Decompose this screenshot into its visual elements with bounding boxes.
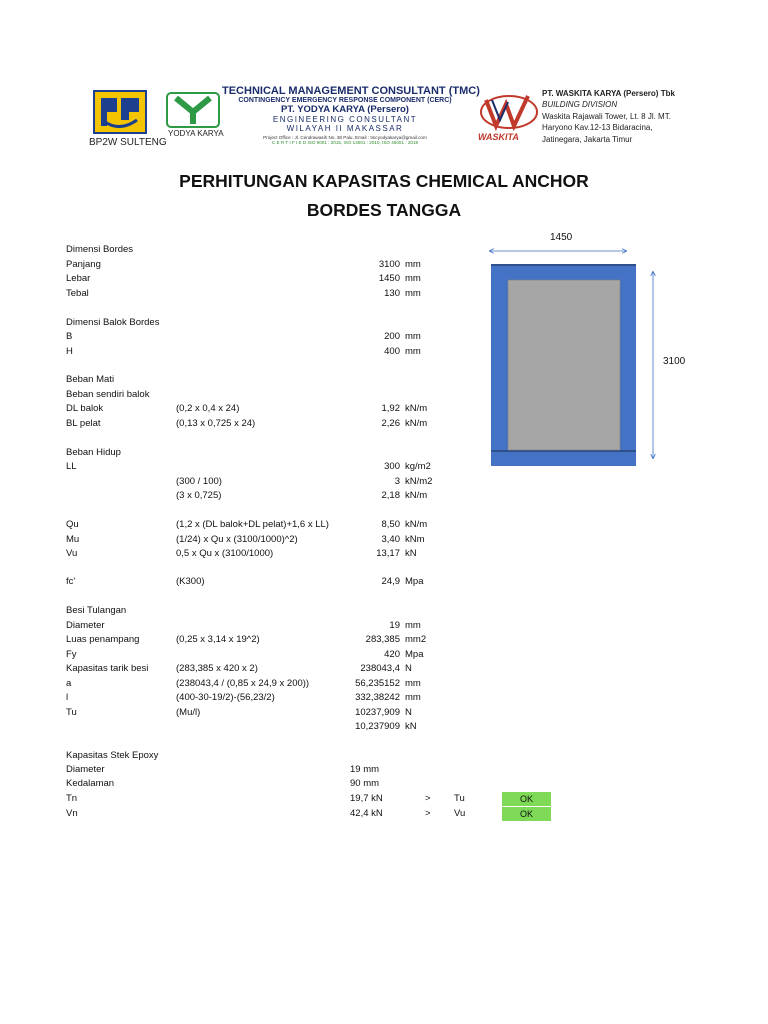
tmc-engineering: ENGINEERING CONSULTANT xyxy=(272,115,418,124)
row-unit: mm xyxy=(405,331,421,342)
tmc-address: Project Office : Jl. Cendrawasih No. 38 Palu, Email : tmcyodyakarya@gmail.com xyxy=(263,135,427,140)
row-unit: N xyxy=(405,663,412,674)
row-label: Fy xyxy=(66,649,77,660)
comparison-reference: Vu xyxy=(454,808,466,819)
row-formula: (1,2 x (DL balok+DL pelat)+1,6 x LL) xyxy=(176,519,329,530)
row-unit: kN xyxy=(405,548,417,559)
row-value: 24,9 xyxy=(381,576,400,587)
row-formula: (0,2 x 0,4 x 24) xyxy=(176,403,240,414)
row-formula: (300 / 100) xyxy=(176,476,222,487)
waskita-division: BUILDING DIVISION xyxy=(542,100,618,110)
row-formula: (K300) xyxy=(176,576,205,587)
waskita-address-1: Waskita Rajawali Tower, Lt. 8 Jl. MT. xyxy=(542,111,671,121)
document-title-line-1: PERHITUNGAN KAPASITAS CHEMICAL ANCHOR xyxy=(179,171,589,191)
row-value: 42,4 kN xyxy=(350,808,383,819)
row-value: 420 xyxy=(384,649,400,660)
row-unit: Mpa xyxy=(405,576,424,587)
row-unit: mm xyxy=(405,273,421,284)
row-formula: (238043,4 / (0,85 x 24,9 x 200)) xyxy=(176,678,310,689)
row-value: 400 xyxy=(384,346,400,357)
row-unit: kN/m2 xyxy=(405,476,433,487)
row-label: Tebal xyxy=(66,288,89,299)
row-formula: (3 x 0,725) xyxy=(176,490,222,501)
row-value: 283,385 xyxy=(365,634,400,645)
document-title-line-2: BORDES TANGGA xyxy=(306,200,462,220)
row-formula: (Mu/l) xyxy=(176,707,201,718)
row-value: 2,26 xyxy=(381,418,400,429)
waskita-name: PT. WASKITA KARYA (Persero) Tbk xyxy=(542,89,675,98)
row-value: 3100 xyxy=(378,259,400,270)
beam-top-edge xyxy=(491,264,636,266)
row-unit: kN/m xyxy=(405,490,428,501)
waskita-caption: WASKITA xyxy=(478,132,519,142)
row-unit: mm xyxy=(405,346,421,357)
row-label: B xyxy=(66,331,73,342)
row-value: 3,40 xyxy=(381,534,400,545)
row-value: 2,18 xyxy=(381,490,400,501)
row-formula: (400-30-19/2)-(56,23/2) xyxy=(176,692,275,703)
section-heading: Beban sendiri balok xyxy=(66,389,150,400)
row-label: Vu xyxy=(66,548,78,559)
row-value: 1,92 xyxy=(381,403,400,414)
row-label: Mu xyxy=(66,534,80,545)
row-formula: (283,385 x 420 x 2) xyxy=(176,663,258,674)
row-value: 8,50 xyxy=(381,519,400,530)
row-label: Tn xyxy=(66,793,78,804)
row-formula: (0,25 x 3,14 x 19^2) xyxy=(176,634,260,645)
tmc-certification: C E R T I F I E D ISO 9001 : 2015, ISO 14001 : 2015, ISO 45001 : 2018 xyxy=(271,140,419,145)
comparison-reference: Tu xyxy=(454,793,465,804)
comparison-operator: > xyxy=(425,808,431,819)
yodya-karya-caption: YODYA KARYA xyxy=(168,129,224,138)
bordes-plan-svg xyxy=(480,228,690,478)
row-label: Vn xyxy=(66,808,78,819)
section-heading: Beban Mati xyxy=(66,374,115,385)
tmc-wilayah: WILAYAH II MAKASSAR xyxy=(286,124,404,133)
row-label: H xyxy=(66,346,73,357)
row-unit: kN xyxy=(405,721,417,732)
row-label: fc' xyxy=(66,576,76,587)
waskita-address-3: Jatinegara, Jakarta Timur xyxy=(542,134,633,144)
row-formula: 0,5 x Qu x (3100/1000) xyxy=(176,548,274,559)
row-label: BL pelat xyxy=(66,418,101,429)
row-unit: kN/m xyxy=(405,418,428,429)
row-value: 56,235152 xyxy=(355,678,400,689)
row-unit: Mpa xyxy=(405,649,424,660)
row-value: 10,237909 xyxy=(355,721,400,732)
length-label: 3100 xyxy=(663,356,686,367)
row-value: 90 mm xyxy=(350,778,380,789)
row-unit: mm xyxy=(405,620,421,631)
section-heading: Beban Hidup xyxy=(66,447,121,458)
status-badge-ok: OK xyxy=(502,807,551,821)
row-label: Luas penampang xyxy=(66,634,140,645)
row-value: 200 xyxy=(384,331,400,342)
row-value: 13,17 xyxy=(376,548,400,559)
section-heading: Kapasitas Stek Epoxy xyxy=(66,750,159,761)
row-unit: N xyxy=(405,707,412,718)
tmc-company: PT. YODYA KARYA (Persero) xyxy=(281,104,409,115)
row-label: Kedalaman xyxy=(66,778,115,789)
width-label: 1450 xyxy=(550,232,573,243)
row-unit: mm xyxy=(405,692,421,703)
tmc-title: TECHNICAL MANAGEMENT CONSULTANT (TMC) xyxy=(222,85,480,97)
row-label: Qu xyxy=(66,519,79,530)
bp2w-caption: BP2W SULTENG xyxy=(89,137,167,148)
section-heading: Besi Tulangan xyxy=(66,605,127,616)
comparison-operator: > xyxy=(425,793,431,804)
row-value: 10237,909 xyxy=(355,707,400,718)
row-value: 1450 xyxy=(378,273,400,284)
row-value: 130 xyxy=(384,288,400,299)
row-value: 3 xyxy=(394,476,400,487)
row-unit: kg/m2 xyxy=(405,461,431,472)
row-label: Kapasitas tarik besi xyxy=(66,663,149,674)
row-value: 19 mm xyxy=(350,764,380,775)
row-value: 19 xyxy=(389,620,400,631)
row-formula: (0,13 x 0,725 x 24) xyxy=(176,418,256,429)
row-formula: (1/24) x Qu x (3100/1000)^2) xyxy=(176,534,298,545)
section-heading: Dimensi Balok Bordes xyxy=(66,317,160,328)
row-unit: mm xyxy=(405,678,421,689)
row-value: 19,7 kN xyxy=(350,793,383,804)
bordes-diagram xyxy=(480,228,690,478)
row-unit: mm xyxy=(405,288,421,299)
row-label: LL xyxy=(66,461,77,472)
row-unit: kN/m xyxy=(405,519,428,530)
row-label: a xyxy=(66,678,72,689)
row-label: l xyxy=(66,692,69,703)
row-value: 238043,4 xyxy=(360,663,400,674)
row-unit: mm2 xyxy=(405,634,427,645)
row-unit: mm xyxy=(405,259,421,270)
tmc-cerc: CONTINGENCY EMERGENCY RESPONSE COMPONENT (CERC) xyxy=(238,97,452,104)
row-label: Diameter xyxy=(66,764,105,775)
row-unit: kNm xyxy=(405,534,425,545)
row-value: 332,38242 xyxy=(355,692,400,703)
row-label: Diameter xyxy=(66,620,105,631)
row-label: Lebar xyxy=(66,273,91,284)
row-unit: kN/m xyxy=(405,403,428,414)
row-label: Tu xyxy=(66,707,77,718)
row-label: Panjang xyxy=(66,259,101,270)
section-heading: Dimensi Bordes xyxy=(66,244,134,255)
row-value: 300 xyxy=(384,461,400,472)
slab-area xyxy=(508,280,620,450)
waskita-address-2: Haryono Kav.12-13 Bidaracina, xyxy=(542,123,653,133)
row-label: DL balok xyxy=(66,403,104,414)
status-badge-ok: OK xyxy=(502,792,551,806)
